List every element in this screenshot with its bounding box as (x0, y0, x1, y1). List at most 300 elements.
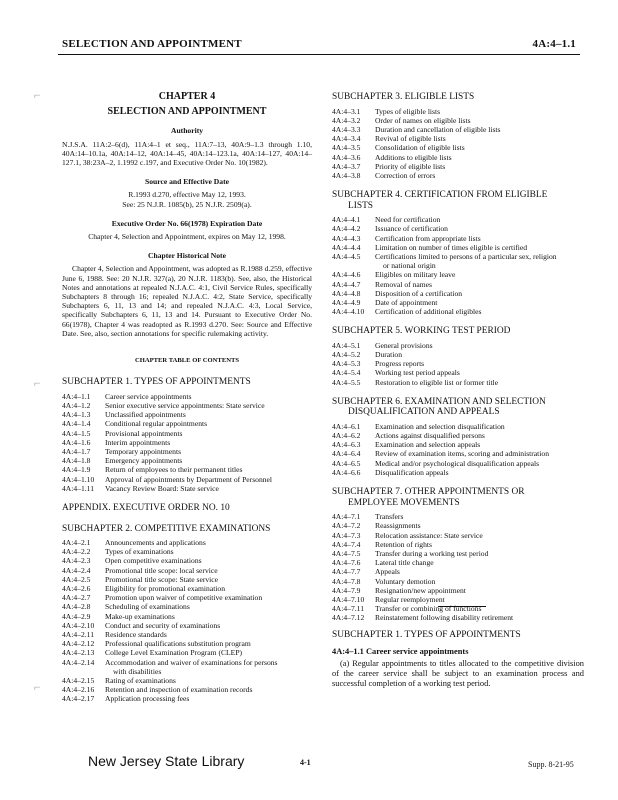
toc-entry-number: 4A:4–6.5 (332, 458, 361, 468)
toc-subchapter-title: SUBCHAPTER 2. COMPETITIVE EXAMINATIONS (62, 523, 271, 534)
toc-subchapter-title: SUBCHAPTER 7. OTHER APPOINTMENTS OR (332, 487, 525, 498)
toc-subchapter-heading (332, 487, 582, 508)
toc-entry-title-text: Correction of errors (375, 170, 436, 180)
toc-entry-number: 4A:4–2.17 (62, 694, 95, 704)
toc-entry-title (105, 658, 312, 676)
toc-entry (332, 116, 582, 125)
toc-entry (332, 234, 582, 243)
toc-entry (62, 410, 312, 419)
toc-entry-number: 4A:4–3.6 (332, 152, 361, 162)
toc-entry-title-text: Duration (375, 350, 402, 360)
toc-entry-title (375, 521, 582, 530)
toc-entry-title (375, 270, 582, 279)
toc-entry-title (105, 566, 312, 575)
toc-entry-title-text: Order of names on eligible lists (375, 115, 471, 125)
toc-entry-title (375, 359, 582, 368)
toc-entry-number: 4A:4–1.1 (62, 391, 91, 401)
margin-mark: ⌐ (34, 376, 41, 390)
toc-entry-title (105, 556, 312, 565)
toc-entry-title-text: Vacancy Review Board: State service (105, 483, 219, 493)
toc-entry-title (375, 459, 582, 468)
toc-entry-title-text: Announcements and applications (105, 538, 206, 547)
toc-entry-number: 4A:4–2.8 (62, 602, 91, 612)
toc-entry (332, 243, 582, 252)
toc-entry-title-text: Promotional title scope: State service (105, 574, 219, 584)
toc-entry (62, 630, 312, 639)
toc-entry (62, 438, 312, 447)
toc-entry-title-text: Limitation on number of times eligible is certified (375, 242, 528, 252)
toc-entry-title-text: Types of examinations (105, 547, 174, 557)
toc-entry-title (375, 595, 582, 604)
toc-entry-number: 4A:4–5.5 (332, 377, 361, 387)
toc-entry-title (375, 171, 582, 180)
toc-entry-title-text: Eligibles on military leave (375, 270, 456, 280)
toc-entry-number: 4A:4–4.4 (332, 242, 361, 252)
toc-subchapter-title-cont: LISTS (348, 200, 374, 211)
toc-entry-number: 4A:4–6.1 (332, 421, 361, 431)
toc-entry-title-wrap: or national origin (383, 261, 436, 271)
toc-entry (62, 612, 312, 621)
toc-entry (332, 368, 582, 377)
chapter-body (332, 630, 584, 689)
toc-entry-title (105, 447, 312, 456)
toc-entry (332, 280, 582, 289)
toc-entry (332, 586, 582, 595)
toc-entry (62, 429, 312, 438)
toc-subchapter-title: SUBCHAPTER 3. ELIGIBLE LISTS (332, 92, 475, 102)
toc-entry (332, 521, 582, 530)
toc-subchapter-heading (332, 397, 582, 418)
toc-entry (62, 447, 312, 456)
toc-entry-title-text: Reinstatement following disability retirement (375, 613, 514, 623)
toc-entry-number: 4A:4–7.11 (332, 604, 364, 614)
toc-entry-title-text: Restoration to eligible list or former title (375, 377, 499, 387)
toc-entry-number: 4A:4–1.8 (62, 456, 91, 466)
toc-entry (332, 307, 582, 316)
toc-entry-title-text: Regular reemployment (375, 594, 445, 604)
toc-entry-title-text: Revival of eligible lists (375, 134, 446, 144)
toc-subchapter-heading (332, 190, 582, 211)
expiration-text: Chapter 4, Selection and Appointment, expires on May 12, 1998. (88, 232, 286, 242)
toc-entry-number: 4A:4–1.2 (62, 400, 91, 410)
toc-entry-title-text: Resignation/new appointment (375, 585, 466, 595)
toc-entry-title-text: Transfer or combining of functions (375, 604, 482, 614)
toc-entry-title-text: Make-up examinations (105, 611, 175, 621)
toc-entry-title-text: Accommodation and waiver of examinations for persons (105, 657, 278, 667)
toc-entry-title (105, 538, 312, 547)
toc-entry-number: 4A:4–6.2 (332, 431, 361, 441)
toc-entry-number: 4A:4–2.9 (62, 611, 91, 621)
toc-entry-title (375, 440, 582, 449)
toc-entry-number: 4A:4–4.8 (332, 288, 361, 298)
toc-entry (332, 341, 582, 350)
toc-entry-title-text: Examination and selection disqualification (375, 421, 505, 431)
toc-entry-title-text: Review of examination items, scoring and administration (375, 449, 549, 459)
toc-entry-title (375, 558, 582, 567)
toc-entry-number: 4A:4–2.4 (62, 565, 91, 575)
toc-entry-title (375, 468, 582, 477)
source-line-1: R.1993 d.270, effective May 12, 1993. (128, 190, 246, 200)
toc-entry-number: 4A:4–7.4 (332, 539, 361, 549)
toc-entry (62, 676, 312, 685)
toc-entry-title-text: Certification from appropriate lists (375, 233, 481, 243)
toc-entry-number: 4A:4–2.13 (62, 648, 95, 658)
toc-entry-number: 4A:4–2.2 (62, 547, 91, 557)
toc-entry-number: 4A:4–3.4 (332, 134, 361, 144)
toc-entry-number: 4A:4–2.11 (62, 630, 94, 640)
toc-entry-number: 4A:4–2.5 (62, 574, 91, 584)
toc-entry (62, 685, 312, 694)
authority-heading: Authority (170, 126, 204, 136)
toc-entry-number: 4A:4–2.15 (62, 676, 95, 686)
toc-entry-number: 4A:4–1.10 (62, 474, 95, 484)
toc-entry-title-text: Career service appointments (105, 391, 192, 401)
right-column (332, 92, 582, 623)
toc-right (332, 92, 582, 623)
toc-entry-title-text: General provisions (375, 340, 433, 350)
toc-entry-title-text: Unclassified appointments (105, 410, 186, 420)
toc-subchapter-title-cont: DISQUALIFICATION AND APPEALS (348, 407, 500, 418)
toc-entry (332, 298, 582, 307)
toc-entry-title (375, 162, 582, 171)
toc-entry-title (375, 116, 582, 125)
toc-entry (62, 456, 312, 465)
toc-entry-title-text: Voluntary demotion (375, 576, 436, 586)
toc-entry-title (105, 465, 312, 474)
section-divider (438, 606, 486, 607)
toc-entry (332, 107, 582, 116)
toc-entry-title-text: Certifications limited to persons of a particular sex, religion (375, 251, 557, 261)
header-rule (58, 54, 580, 55)
toc-entry (62, 547, 312, 556)
toc-entry-title (375, 289, 582, 298)
toc-entry-number: 4A:4–3.3 (332, 124, 361, 134)
toc-entry-number: 4A:4–1.3 (62, 410, 91, 420)
toc-entry-title-text: Provisional appointments (105, 428, 183, 438)
toc-entry-title (105, 621, 312, 630)
toc-entry-title (375, 153, 582, 162)
running-header-section: 4A:4–1.1 (532, 38, 576, 50)
toc-entry-title (375, 586, 582, 595)
toc-entry-title (375, 234, 582, 243)
toc-entry-title-text: Types of eligible lists (375, 106, 441, 116)
toc-entry-title (375, 224, 582, 233)
toc-entry-number: 4A:4–2.16 (62, 685, 95, 695)
toc-entry-title-text: Open competitive examinations (105, 556, 202, 566)
toc-entry-title (375, 512, 582, 521)
toc-entry-title (375, 252, 582, 270)
toc-entry-title-text: Promotion upon waiver of competitive examination (105, 593, 263, 603)
toc-entry-title (375, 107, 582, 116)
toc-entry-title-text: Disposition of a certification (375, 288, 463, 298)
toc-entry-number: 4A:4–4.6 (332, 270, 361, 280)
toc-entry-title (375, 613, 582, 622)
toc-entry-title (105, 484, 312, 493)
toc-entry (62, 419, 312, 428)
toc-entry (332, 440, 582, 449)
toc-entry-title-text: College Level Examination Program (CLEP) (105, 648, 243, 658)
toc-entry-title (105, 456, 312, 465)
toc-subchapter-title: SUBCHAPTER 5. WORKING TEST PERIOD (332, 326, 511, 337)
toc-entry (62, 392, 312, 401)
toc-entry-number: 4A:4–7.6 (332, 558, 361, 568)
toc-entry-title-text: Date of appointment (375, 297, 438, 307)
toc-entry-title (375, 215, 582, 224)
toc-subchapter-heading (332, 326, 582, 337)
toc-entry-title-text: Actions against disqualified persons (375, 431, 485, 441)
toc-entry-title (105, 648, 312, 657)
toc-entry-title-text: Disqualification appeals (375, 467, 449, 477)
source-heading: Source and Effective Date (144, 177, 229, 187)
history-heading: Chapter Historical Note (148, 251, 226, 261)
toc-entry-title (105, 438, 312, 447)
toc-entry-title-text: Application processing fees (105, 694, 190, 704)
toc-entry-title-text: Consolidation of eligible lists (375, 143, 465, 153)
toc-entry-number: 4A:4–7.7 (332, 567, 361, 577)
toc-entry-title-text: Progress reports (375, 359, 425, 369)
toc-entry-number: 4A:4–6.4 (332, 449, 361, 459)
toc-entry-number: 4A:4–4.5 (332, 251, 361, 261)
toc-entry (332, 449, 582, 458)
toc-entry-title-text: Need for certification (375, 215, 441, 225)
toc-entry-number: 4A:4–3.1 (332, 106, 361, 116)
toc-entry (332, 289, 582, 298)
toc-entry-title-text: Temporary appointments (105, 446, 182, 456)
margin-mark: ⌐ (34, 680, 41, 694)
toc-subchapter-heading (62, 377, 312, 388)
toc-entry (332, 224, 582, 233)
toc-entry-number: 4A:4–5.4 (332, 368, 361, 378)
toc-entry-title-text: Duration and cancellation of eligible lists (375, 124, 501, 134)
toc-entry-number: 4A:4–2.7 (62, 593, 91, 603)
toc-entry-title-text: Residence standards (105, 630, 167, 640)
toc-entry-title-text: Senior executive service appointments: State service (105, 400, 265, 410)
toc-entry-title (375, 368, 582, 377)
toc-entry-title-text: Working test period appeals (375, 368, 460, 378)
toc-entry-number: 4A:4–3.7 (332, 161, 361, 171)
toc-entry-title (375, 378, 582, 387)
toc-entry-title (375, 125, 582, 134)
toc-entry-title (375, 540, 582, 549)
toc-entry-number: 4A:4–7.5 (332, 548, 361, 558)
toc-entry-title-text: Promotional title scope: local service (105, 565, 218, 575)
toc-entry-number: 4A:4–1.9 (62, 465, 91, 475)
toc-entry-number: 4A:4–1.4 (62, 419, 91, 429)
toc-entry (62, 556, 312, 565)
toc-entry-title (105, 429, 312, 438)
toc-entry-number: 4A:4–5.2 (332, 350, 361, 360)
toc-entry-title-text: Issuance of certification (375, 224, 448, 234)
toc-entry-title-text: Approval of appointments by Department of Personnel (105, 474, 273, 484)
toc-entry-title (105, 602, 312, 611)
toc-entry-title (105, 419, 312, 428)
toc-entry-title-text: Medical and/or psychological disqualification appeals (375, 458, 540, 468)
toc-subchapter-heading (62, 503, 312, 514)
toc-entry-title-text: Certification of additional eligibles (375, 307, 482, 317)
toc-entry-number: 4A:4–3.2 (332, 115, 361, 125)
toc-entry-title-text: Removal of names (375, 279, 432, 289)
toc-entry (332, 153, 582, 162)
toc-entry-title (105, 401, 312, 410)
toc-entry-number: 4A:4–4.10 (332, 307, 365, 317)
body-section-heading: 4A:4–1.1 Career service appointments (332, 646, 469, 656)
toc-entry (332, 359, 582, 368)
toc-entry-title (105, 685, 312, 694)
toc-entry-title-text: Transfer during a working test period (375, 548, 489, 558)
toc-entry-title-text: Examination and selection appeals (375, 440, 481, 450)
toc-entry-title-text: Additions to eligible lists (375, 152, 452, 162)
toc-entry-title (375, 243, 582, 252)
toc-entry-title (105, 593, 312, 602)
toc-entry-title (105, 676, 312, 685)
toc-entry-title (375, 549, 582, 558)
toc-entry (332, 549, 582, 558)
history-text: Chapter 4, Selection and Appointment, was adopted as R.1988 d.259, effective June 6, 1988. See: 20 N.J.R. 327(a), 20 N.J.R. 1183(b). See, also, the Historical Notes and annotations at repealed N.J.A.C. 4:1, Civil Service Rules, specifically Subchapters 8 through 16; repealed N.J.A.C. 4:2, State Service, specifically Subchapters 6, 11, 13 and 14; and repealed N.J.A.C. 4:3, Local Service, specifically Subchapters 6, 11, 13 and 14. Pursuant to Executive Order No. 66(1978), Chapter 4 was readopted as R.1993 d.270. See: Source and Effective Date. See, also, section annotations for specific rulemaking activity. (62, 264, 312, 338)
toc-entry-title (105, 410, 312, 419)
toc-entry (62, 484, 312, 493)
toc-entry-title (375, 350, 582, 359)
toc-entry (62, 401, 312, 410)
toc-entry-number: 4A:4–1.5 (62, 428, 91, 438)
toc-subchapter-heading (332, 92, 582, 103)
toc-entry-title (105, 639, 312, 648)
toc-entry-title-text: Relocation assistance: State service (375, 530, 483, 540)
toc-entry-title-text: Appeals (375, 567, 400, 577)
toc-left (62, 377, 312, 703)
toc-entry-title (375, 280, 582, 289)
toc-entry-title-text: Emergency appointments (105, 456, 183, 466)
toc-entry (62, 593, 312, 602)
toc-entry-title-text: Rating of examinations (105, 676, 176, 686)
toc-entry-number: 4A:4–4.3 (332, 233, 361, 243)
toc-entry-title-text: Transfers (375, 512, 404, 522)
toc-entry-number: 4A:4–4.9 (332, 297, 361, 307)
supplement-date: Supp. 8-21-95 (528, 760, 574, 769)
toc-entry (62, 648, 312, 657)
toc-entry (332, 422, 582, 431)
left-column (62, 92, 312, 704)
toc-entry-title (375, 307, 582, 316)
chapter-title: SELECTION AND APPOINTMENT (107, 106, 267, 118)
toc-entry (332, 125, 582, 134)
toc-entry-number: 4A:4–5.1 (332, 340, 361, 350)
toc-entry-number: 4A:4–7.2 (332, 521, 361, 531)
toc-entry-title (375, 341, 582, 350)
toc-entry (62, 602, 312, 611)
toc-entry-number: 4A:4–2.3 (62, 556, 91, 566)
toc-entry-title (375, 422, 582, 431)
toc-entry-title-text: Retention and inspection of examination records (105, 685, 253, 695)
toc-entry-title-text: Eligibility for promotional examination (105, 584, 226, 594)
toc-entry-title (105, 630, 312, 639)
toc-entry-number: 4A:4–1.7 (62, 446, 91, 456)
toc-entry (332, 350, 582, 359)
toc-entry (332, 540, 582, 549)
toc-entry-number: 4A:4–4.7 (332, 279, 361, 289)
toc-entry-number: 4A:4–6.6 (332, 467, 361, 477)
toc-heading: CHAPTER TABLE OF CONTENTS (134, 357, 240, 365)
toc-entry (62, 465, 312, 474)
toc-entry-title (375, 143, 582, 152)
toc-subchapter-title: SUBCHAPTER 1. TYPES OF APPOINTMENTS (62, 377, 251, 388)
toc-entry-title-text: Lateral title change (375, 558, 434, 568)
toc-entry-number: 4A:4–2.12 (62, 639, 95, 649)
toc-entry-title-text: Priority of eligible lists (375, 161, 446, 171)
toc-entry-number: 4A:4–6.3 (332, 440, 361, 450)
toc-entry-title-text: Interim appointments (105, 437, 171, 447)
toc-entry-title-text: Conduct and security of examinations (105, 620, 221, 630)
page-number: 4-1 (300, 758, 311, 767)
toc-entry-title-text: Reassignments (375, 521, 421, 531)
toc-entry-title (105, 392, 312, 401)
source-line-2: See: 25 N.J.R. 1085(b), 25 N.J.R. 2509(a). (122, 199, 252, 209)
toc-entry-number: 4A:4–7.12 (332, 613, 365, 623)
toc-entry-title (105, 694, 312, 703)
library-stamp: New Jersey State Library (88, 753, 245, 769)
toc-entry (332, 171, 582, 180)
toc-subchapter-title: APPENDIX. EXECUTIVE ORDER NO. 10 (62, 503, 230, 513)
toc-entry-title (105, 547, 312, 556)
toc-entry-title (105, 584, 312, 593)
toc-entry (332, 567, 582, 576)
toc-entry (332, 459, 582, 468)
toc-entry-title (375, 431, 582, 440)
toc-entry (62, 575, 312, 584)
toc-entry-number: 4A:4–7.8 (332, 576, 361, 586)
expiration-heading: Executive Order No. 66(1978) Expiration Date (111, 218, 263, 228)
toc-entry-title (375, 134, 582, 143)
toc-entry-number: 4A:4–3.8 (332, 170, 361, 180)
toc-entry (62, 566, 312, 575)
body-subchapter-heading: SUBCHAPTER 1. TYPES OF APPOINTMENTS (332, 630, 521, 640)
toc-entry-number: 4A:4–7.9 (332, 585, 361, 595)
toc-entry (62, 538, 312, 547)
toc-entry (62, 584, 312, 593)
toc-entry-number: 4A:4–2.1 (62, 538, 91, 547)
toc-entry (332, 215, 582, 224)
toc-entry (332, 468, 582, 477)
toc-entry-number: 4A:4–7.1 (332, 512, 361, 522)
toc-entry-number: 4A:4–1.6 (62, 437, 91, 447)
toc-entry-number: 4A:4–7.3 (332, 530, 361, 540)
toc-entry (332, 577, 582, 586)
toc-entry (62, 621, 312, 630)
toc-entry-number: 4A:4–4.1 (332, 215, 361, 225)
toc-entry-title-text: Scheduling of examinations (105, 602, 190, 612)
body-paragraph: (a) Regular appointments to titles allocated to the competitive division of the career service shall be subject to an examination process and successful completion of a working test period. (332, 658, 584, 688)
chapter-number: CHAPTER 4 (158, 91, 216, 102)
running-header-title: SELECTION AND APPOINTMENT (62, 38, 242, 50)
toc-entry-number: 4A:4–1.11 (62, 483, 94, 493)
toc-subchapter-heading (62, 524, 312, 535)
toc-entry (62, 658, 312, 676)
toc-entry (332, 595, 582, 604)
toc-entry (332, 512, 582, 521)
toc-entry (332, 613, 582, 622)
toc-subchapter-title-cont: EMPLOYEE MOVEMENTS (348, 497, 460, 508)
toc-entry (332, 531, 582, 540)
toc-subchapter-title: SUBCHAPTER 6. EXAMINATION AND SELECTION (332, 396, 546, 407)
toc-entry (62, 639, 312, 648)
toc-entry-title (105, 612, 312, 621)
toc-entry-title-wrap: with disabilities (113, 666, 162, 676)
toc-entry-number: 4A:4–7.10 (332, 594, 365, 604)
toc-entry-title-text: Conditional regular appointments (105, 419, 208, 429)
toc-entry-title (375, 298, 582, 307)
toc-entry-title (105, 475, 312, 484)
toc-entry-title (375, 449, 582, 458)
toc-entry (62, 694, 312, 703)
